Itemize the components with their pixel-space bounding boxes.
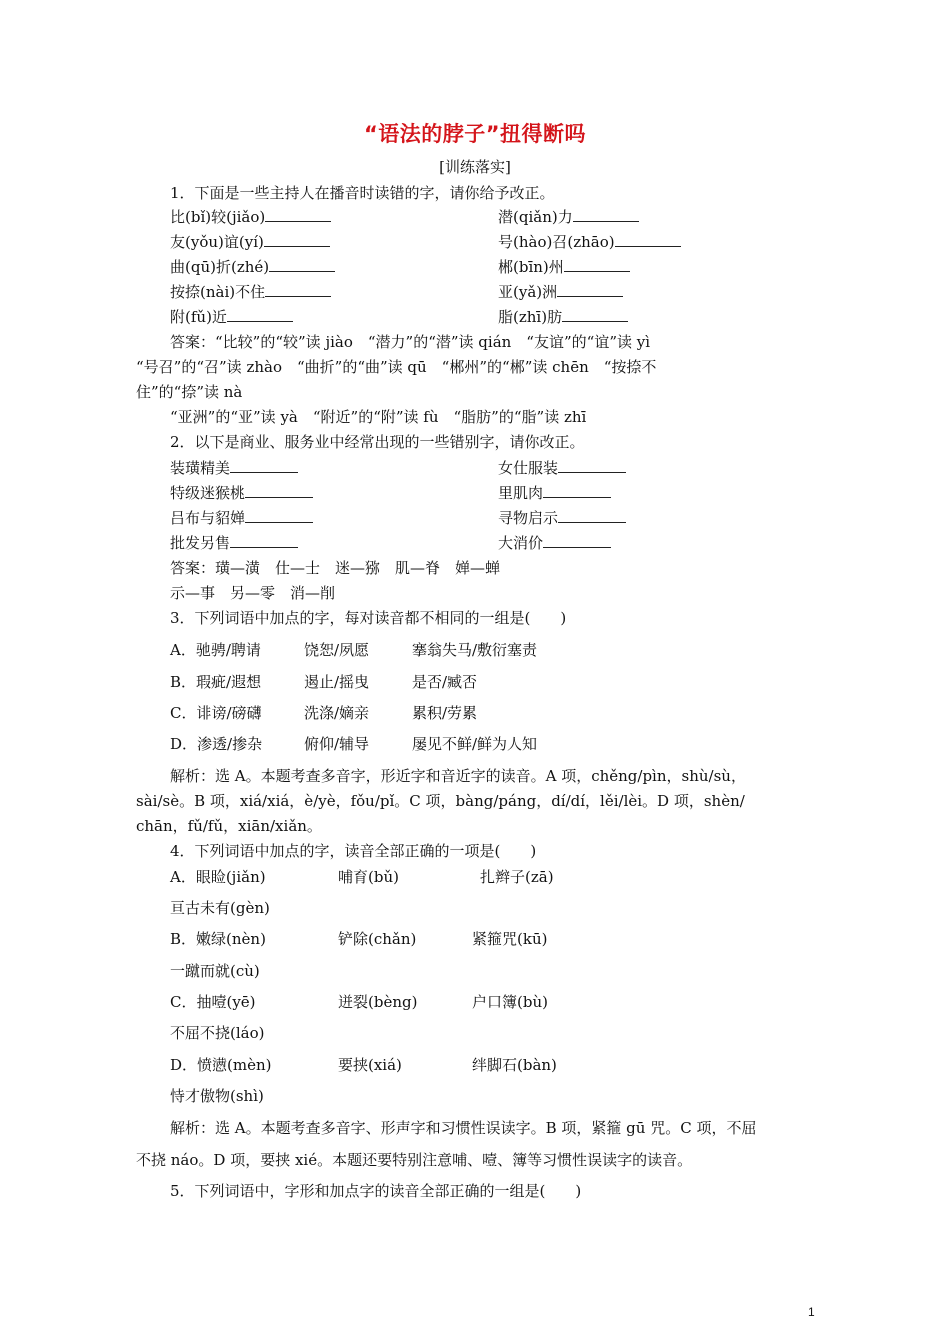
q3-option-c: C．诽谤/磅礴 洗涤/嫡亲 累积/劳累 bbox=[170, 704, 478, 722]
section-subtitle: [训练落实] bbox=[439, 158, 511, 176]
q4-option-b: B．嫩绿(nèn) 铲除(chǎn) 紧箍咒(kū) bbox=[170, 930, 548, 948]
q4-analysis-line: 不挠 náo。D 项，要挟 xié。本题还要特别注意哺、噎、簿等习惯性误读字的读音。 bbox=[136, 1151, 693, 1169]
q2-item: 里肌肉 bbox=[498, 483, 611, 503]
q4-option-d-cont: 恃才傲物(shì) bbox=[170, 1087, 264, 1105]
q4-option-d: D．愤懑(mèn) 要挟(xiá) 绊脚石(bàn) bbox=[170, 1056, 557, 1074]
q2-item: 装璜精美 bbox=[170, 458, 298, 478]
q2-item: 吕布与貂婵 bbox=[170, 508, 313, 528]
q2-item: 女仕服装 bbox=[498, 458, 626, 478]
q3-option-a: A．驰骋/聘请 饶恕/夙愿 搴翁失马/敷衍塞责 bbox=[170, 641, 538, 659]
question-3-stem: 3．下列词语中加点的字，每对读音都不相同的一组是( ) bbox=[170, 609, 567, 627]
q3-option-d: D．渗透/掺杂 俯仰/辅导 屡见不鲜/鲜为人知 bbox=[170, 735, 538, 753]
question-1-stem: 1．下面是一些主持人在播音时读错的字，请你给予改正。 bbox=[170, 184, 555, 202]
q2-answer-line: 答案：璜—潢 仕—士 迷—猕 肌—脊 婵—蝉 bbox=[170, 559, 501, 577]
q1-item: 号(hào)召(zhāo) bbox=[498, 232, 681, 252]
q1-item: 亚(yǎ)洲 bbox=[498, 282, 623, 302]
q2-item: 特级迷猴桃 bbox=[170, 483, 313, 503]
q4-option-b-cont: 一蹴而就(cù) bbox=[170, 962, 260, 980]
q1-item: 脂(zhī)肪 bbox=[498, 307, 628, 327]
q1-item: 附(fǔ)近 bbox=[170, 307, 293, 327]
page-number: 1 bbox=[808, 1305, 815, 1319]
q1-item: 曲(qū)折(zhé) bbox=[170, 257, 335, 277]
q1-answer-line: “亚洲”的“亚”读 yà “附近”的“附”读 fù “脂肪”的“脂”读 zhī bbox=[170, 408, 587, 426]
page-title: “语法的脖子”扭得断吗 bbox=[363, 122, 587, 146]
q1-item: 潜(qiǎn)力 bbox=[498, 207, 639, 227]
q4-option-a-cont: 亘古未有(gèn) bbox=[170, 899, 270, 917]
q1-answer-line: “号召”的“召”读 zhào “曲折”的“曲”读 qū “郴州”的“郴”读 chēn “按捺不 bbox=[136, 358, 657, 376]
q2-answer-line: 示—事 另—零 消—削 bbox=[170, 584, 336, 602]
question-5-stem: 5．下列词语中，字形和加点字的读音全部正确的一组是( ) bbox=[170, 1182, 582, 1200]
q1-answer-line: 答案：“比较”的“较”读 jiào “潜力”的“潜”读 qián “友谊”的“谊”读 yì bbox=[170, 333, 651, 351]
q1-answer-line: 住”的“捺”读 nà bbox=[136, 383, 243, 401]
q1-item: 郴(bīn)州 bbox=[498, 257, 630, 277]
q1-item: 友(yǒu)谊(yí) bbox=[170, 232, 330, 252]
q3-analysis-line: 解析：选 A。本题考查多音字，形近字和音近字的读音。A 项，chěng/pìn，shù/sù， bbox=[170, 767, 746, 785]
q2-item: 大消价 bbox=[498, 533, 611, 553]
q2-item: 寻物启示 bbox=[498, 508, 626, 528]
q4-option-a: A．眼睑(jiǎn) 哺育(bǔ) 扎辫子(zā) bbox=[170, 868, 554, 886]
q4-option-c: C．抽噎(yē) 迸裂(bèng) 户口簿(bù) bbox=[170, 993, 548, 1011]
question-4-stem: 4．下列词语中加点的字，读音全部正确的一项是( ) bbox=[170, 842, 537, 860]
q1-item: 比(bǐ)较(jiǎo) bbox=[170, 207, 331, 227]
q3-analysis-line: sài/sè。B 项，xiá/xiá，è/yè，fǒu/pǐ。C 项，bàng/páng，dí/dí，lěi/lèi。D 项，shèn/ bbox=[136, 792, 745, 810]
q4-option-c-cont: 不屈不挠(láo) bbox=[170, 1024, 265, 1042]
q1-item: 按捺(nài)不住 bbox=[170, 282, 331, 302]
q3-option-b: B．瑕疵/遐想 遏止/摇曳 是否/臧否 bbox=[170, 673, 478, 691]
q4-analysis-line: 解析：选 A。本题考查多音字、形声字和习惯性误读字。B 项，紧箍 gū 咒。C 项，不屈 bbox=[170, 1119, 757, 1137]
question-2-stem: 2．以下是商业、服务业中经常出现的一些错别字，请你改正。 bbox=[170, 433, 585, 451]
q2-item: 批发另售 bbox=[170, 533, 298, 553]
q3-analysis-line: chān，fǔ/fǔ，xiān/xiǎn。 bbox=[136, 817, 322, 835]
